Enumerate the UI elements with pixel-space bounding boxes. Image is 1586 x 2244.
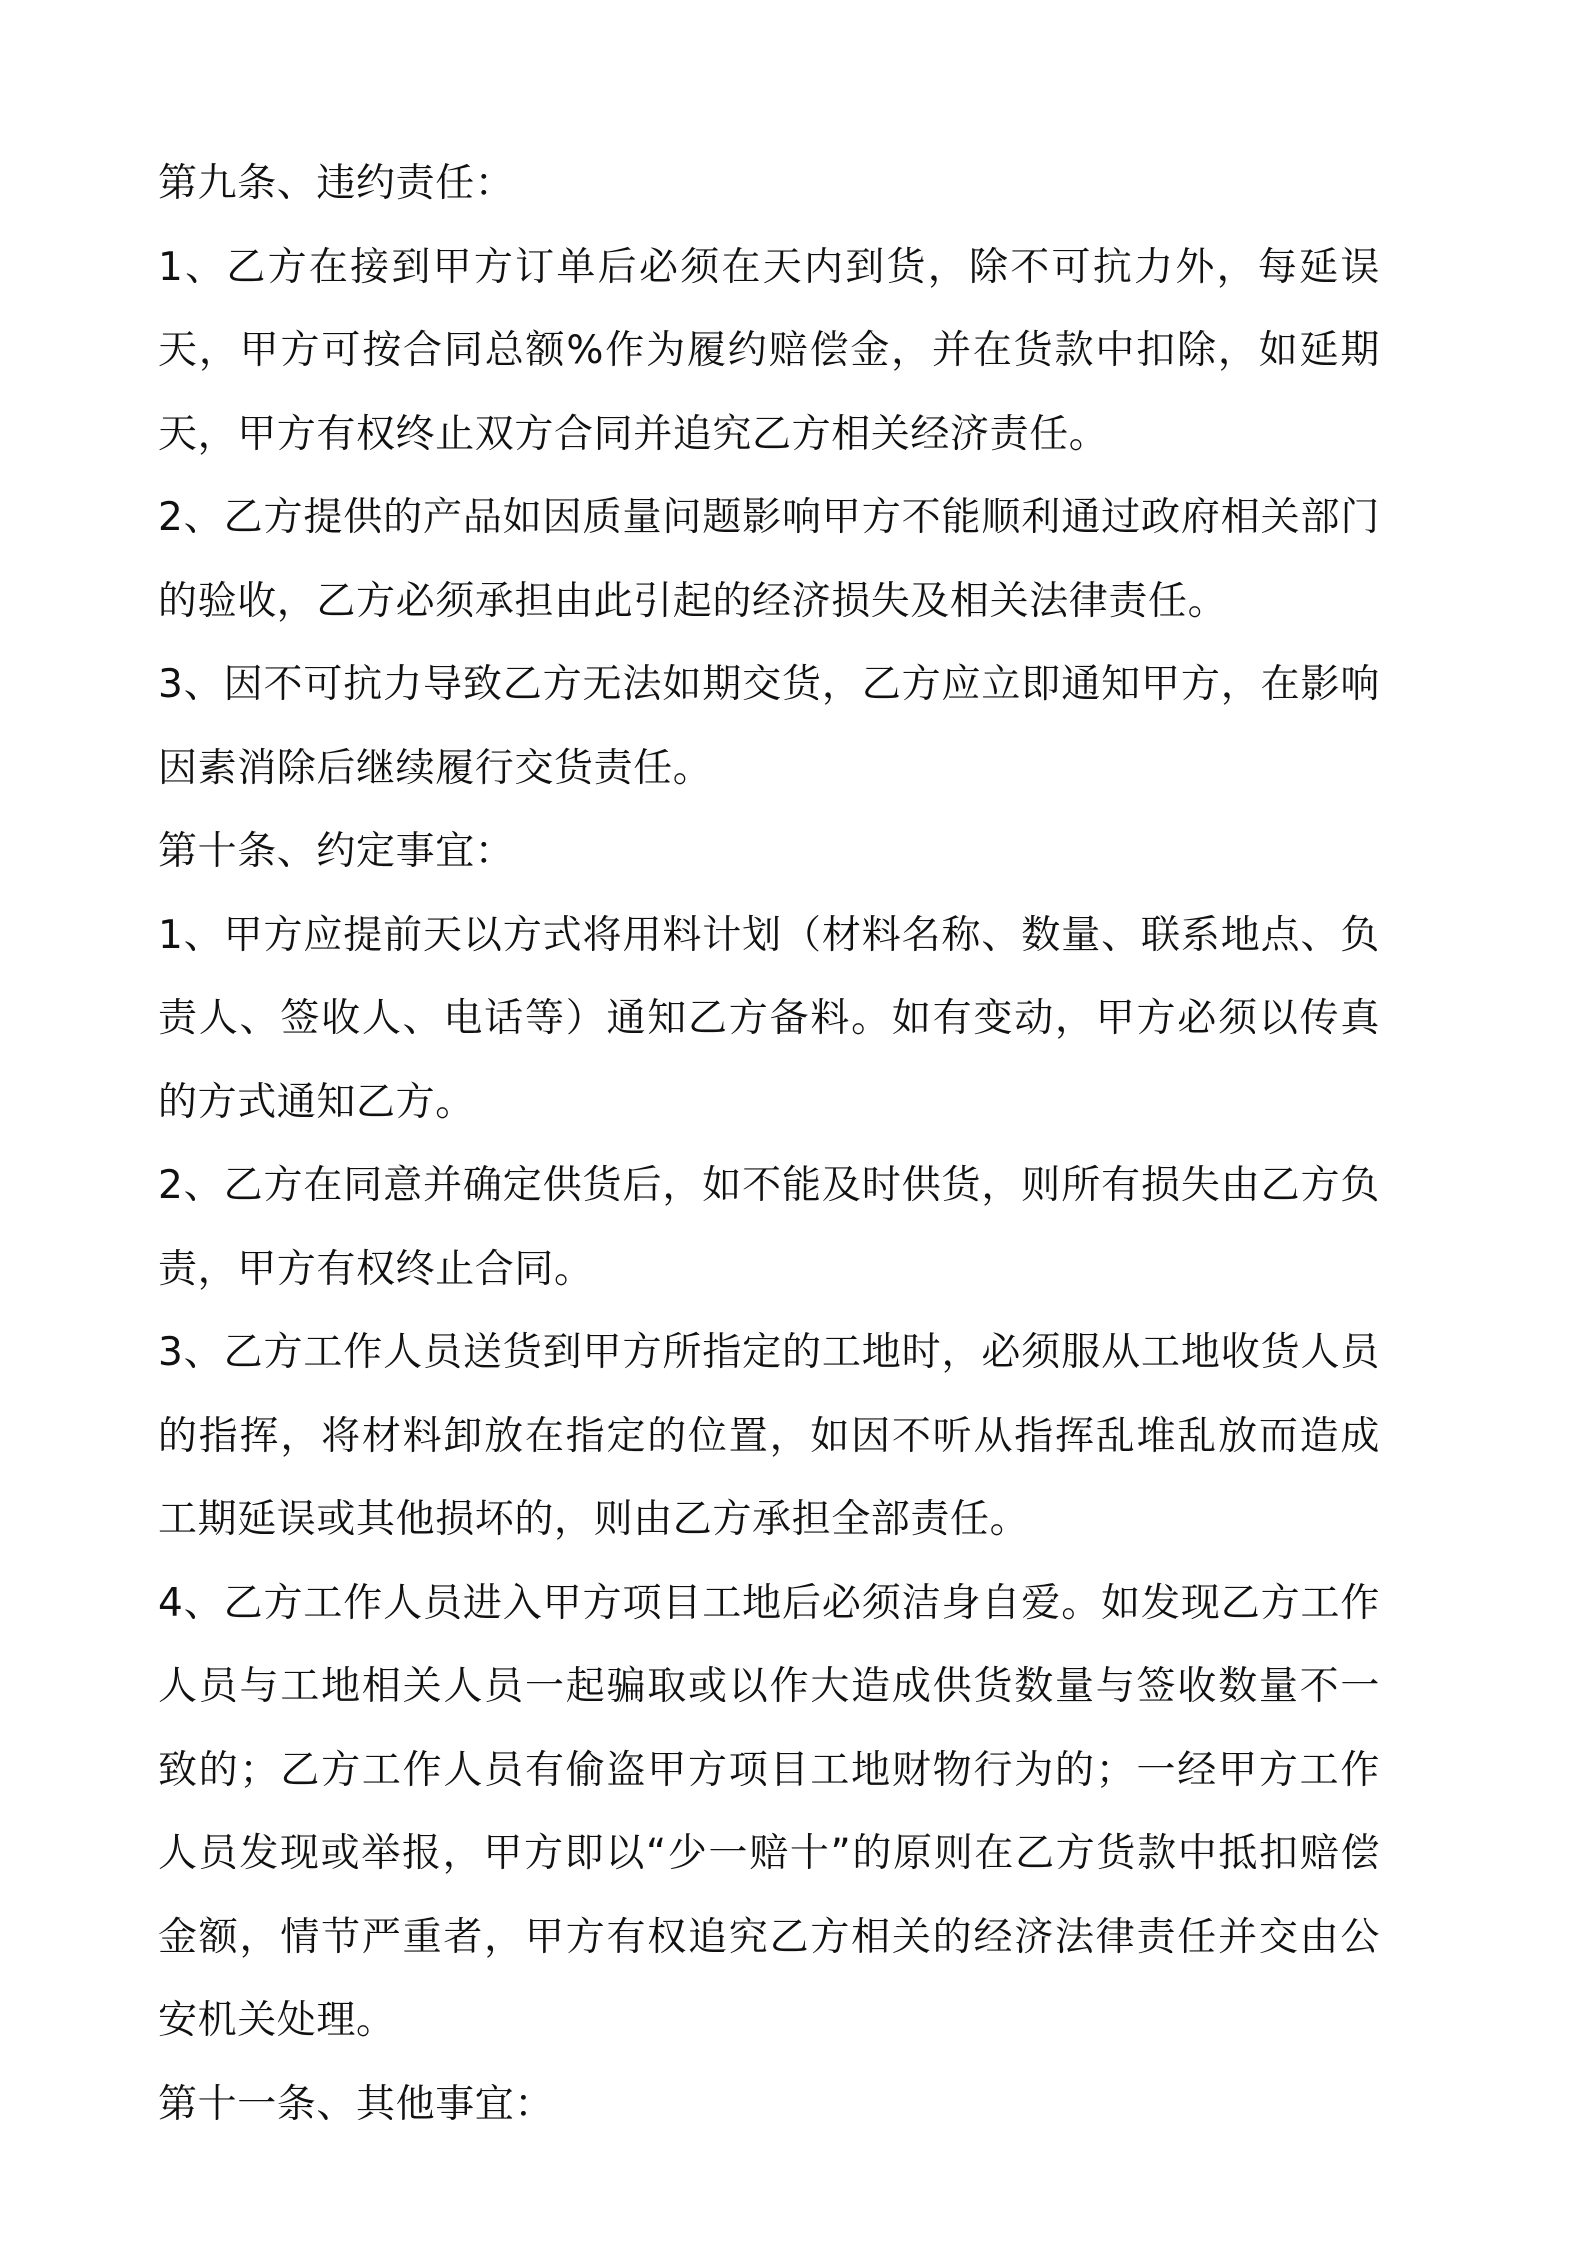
section-heading-article-9: 第九条、违约责任： <box>158 161 515 206</box>
document-body <box>158 142 1380 2146</box>
clause-9-3: 3、因不可抗力导致乙方无法如期交货，乙方应立即通知甲方，在影响因素消除后继续履行交货责任。 <box>158 662 1380 791</box>
section-heading-article-11: 第十一条、其他事宜： <box>158 2081 555 2127</box>
clause-10-2: 2、乙方在同意并确定供货后，如不能及时供货，则所有损失由乙方负责，甲方有权终止合同。 <box>158 1163 1380 1292</box>
clause-9-2: 2、乙方提供的产品如因质量问题影响甲方不能顺利通过政府相关部门的验收，乙方必须承担由此引起的经济损失及相关法律责任。 <box>158 495 1380 624</box>
clause-10-1: 1、甲方应提前天以方式将用料计划（材料名称、数量、联系地点、负责人、签收人、电话等）通知乙方备料。如有变动，甲方必须以传真的方式通知乙方。 <box>158 912 1380 1125</box>
section-heading-article-10: 第十条、约定事宜： <box>158 829 515 874</box>
clause-10-3: 3、乙方工作人员送货到甲方所指定的工地时，必须服从工地收货人员的指挥，将材料卸放在指定的位置，如因不听从指挥乱堆乱放而造成工期延误或其他损坏的，则由乙方承担全部责任。 <box>158 1330 1380 1542</box>
clause-10-4: 4、乙方工作人员进入甲方项目工地后必须洁身自爱。如发现乙方工作人员与工地相关人员一起骗取或以作大造成供货数量与签收数量不一致的；乙方工作人员有偷盗甲方项目工地财物行为的；一经甲方工作人员发现或举报，甲方即以“少一赔十”的原则在乙方货款中抵扣赔偿金额，情节严重者，甲方有权追究乙方相关的经济法律责任并交由公安机关处理。 <box>158 1580 1380 2043</box>
clause-9-1: 1、乙方在接到甲方订单后必须在天内到货，除不可抗力外，每延误天，甲方可按合同总额%作为履约赔偿金，并在货款中扣除，如延期天，甲方有权终止双方合同并追究乙方相关经济责任。 <box>158 244 1380 457</box>
